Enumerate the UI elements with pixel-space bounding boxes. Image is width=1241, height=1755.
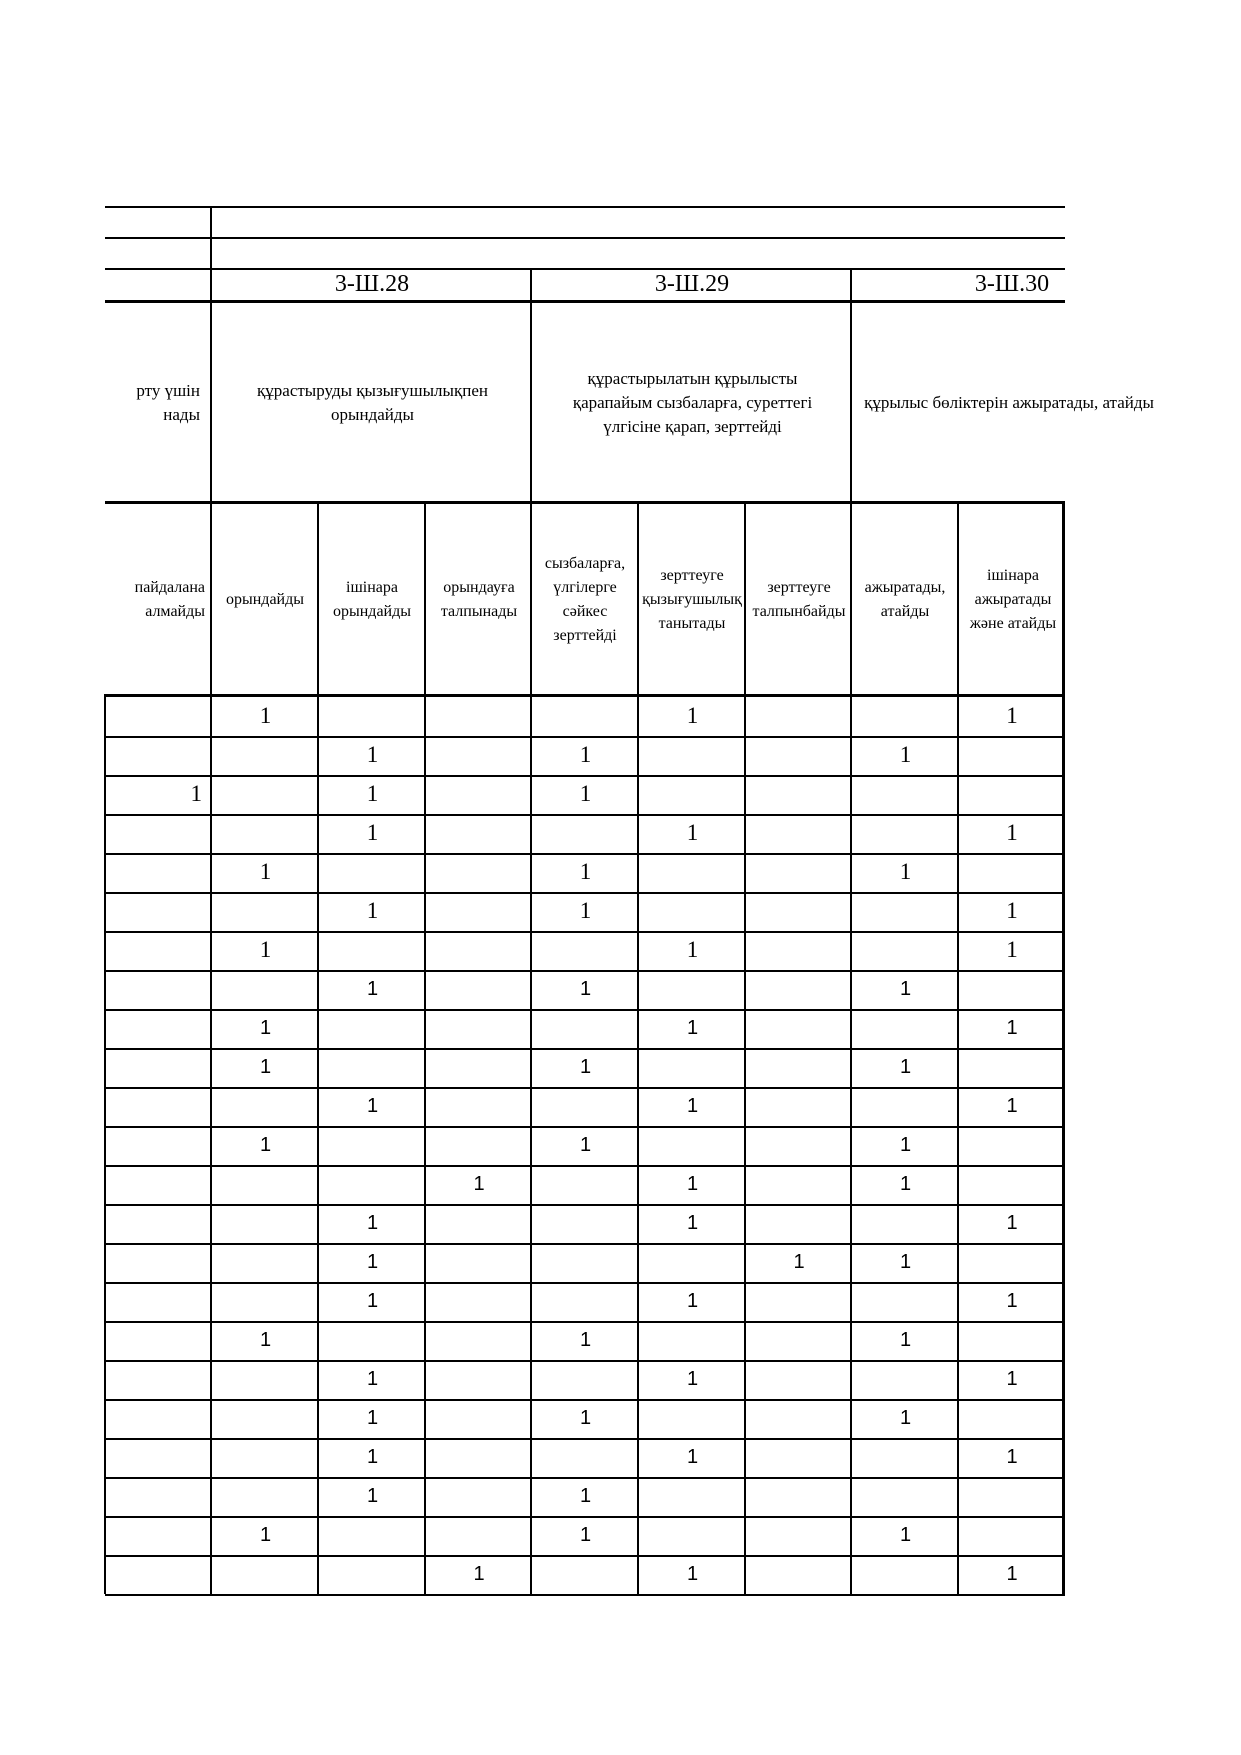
table-cell <box>746 892 852 930</box>
table-cell <box>532 1087 639 1125</box>
table-cell <box>532 1204 639 1242</box>
table-cell <box>105 931 202 969</box>
table-cell <box>959 970 1065 1008</box>
table-cell <box>959 853 1065 891</box>
table-cell <box>319 1048 426 1086</box>
table-cell: 1 <box>686 1368 699 1390</box>
table-cell <box>212 814 319 852</box>
table-cell: 1 <box>366 1485 379 1507</box>
table-cell <box>746 775 852 813</box>
table-cell: 1 <box>579 781 592 806</box>
table-cell <box>746 1087 852 1125</box>
table-cell <box>746 1516 852 1554</box>
table-cell <box>852 814 959 852</box>
table-cell <box>105 1516 202 1554</box>
subheader-5: зерттеуге талпынбайды <box>752 579 846 620</box>
table-cell <box>746 736 852 774</box>
table-cell <box>639 1321 746 1359</box>
table-cell <box>639 970 746 1008</box>
table-cell: 1 <box>1006 820 1018 845</box>
table-cell <box>639 775 746 813</box>
table-cell: 1 <box>579 1485 592 1507</box>
table-cell: 1 <box>579 742 592 767</box>
table-cell: 1 <box>899 1524 912 1546</box>
table-cell: 1 <box>366 742 379 767</box>
section-code-30: 3-Ш.30 <box>974 271 1050 297</box>
table-cell <box>959 1477 1065 1515</box>
table-cell <box>105 1204 202 1242</box>
table-cell: 1 <box>366 781 379 806</box>
left-sub-clip <box>105 505 210 695</box>
table-cell: 1 <box>579 1524 592 1546</box>
table-cell: 1 <box>686 1446 699 1468</box>
table-cell: 1 <box>366 978 379 1000</box>
table-cell <box>212 892 319 930</box>
table-cell: 1 <box>899 1329 912 1351</box>
table-cell <box>105 1126 202 1164</box>
table-cell: 1 <box>366 1290 379 1312</box>
table-cell <box>746 1048 852 1086</box>
table-cell: 1 <box>259 1134 272 1156</box>
table-cell <box>746 970 852 1008</box>
table-cell <box>105 1438 202 1476</box>
table-cell <box>426 1126 532 1164</box>
table-cell: 1 <box>899 742 912 767</box>
table-cell: 1 <box>190 781 202 806</box>
table-cell: 1 <box>366 1212 379 1234</box>
table-cell: 1 <box>686 1173 699 1195</box>
section-title-30: құрылыс бөліктерін ажыратады, атайды <box>864 392 1154 412</box>
table-cell: 1 <box>473 1173 485 1195</box>
subheader-1: ішінара орындайды <box>332 579 411 620</box>
table-cell: 1 <box>259 1017 272 1039</box>
table-cell <box>212 1555 319 1593</box>
table-cell <box>639 1516 746 1554</box>
table-cell <box>746 931 852 969</box>
table-cell <box>852 1438 959 1476</box>
table-cell <box>746 1165 852 1203</box>
table-cell: 1 <box>259 859 272 884</box>
table-cell <box>319 1165 426 1203</box>
table-cell <box>105 1048 202 1086</box>
table-cell: 1 <box>1006 703 1018 728</box>
table-cell: 1 <box>579 898 592 923</box>
table-cell: 1 <box>899 859 912 884</box>
table-cell: 1 <box>366 1368 379 1390</box>
table-cell <box>852 1477 959 1515</box>
grid-line <box>105 206 1065 208</box>
subheader-7: ішінара ажыратады және атайды <box>969 567 1057 632</box>
table-cell <box>426 1204 532 1242</box>
table-cell: 1 <box>1006 937 1018 962</box>
table-cell: 1 <box>686 937 699 962</box>
table-cell: 1 <box>686 820 699 845</box>
table-cell: 1 <box>899 1407 912 1429</box>
table-cell: 1 <box>366 1446 379 1468</box>
table-cell: 1 <box>686 1017 699 1039</box>
table-cell <box>852 1204 959 1242</box>
table-cell <box>319 853 426 891</box>
table-cell <box>746 697 852 735</box>
table-cell <box>212 736 319 774</box>
table-cell <box>319 1126 426 1164</box>
table-cell <box>746 1321 852 1359</box>
subheader-7-clip <box>960 505 1064 695</box>
table-cell: 1 <box>259 937 272 962</box>
table-cell <box>532 1360 639 1398</box>
table-cell <box>746 1126 852 1164</box>
table-cell <box>319 697 426 735</box>
table-cell <box>426 1399 532 1437</box>
table-cell <box>959 1165 1065 1203</box>
table-cell: 1 <box>579 978 592 1000</box>
table-cell <box>426 1516 532 1554</box>
table-cell <box>746 1204 852 1242</box>
table-cell: 1 <box>899 1251 912 1273</box>
table-cell: 1 <box>1006 1446 1018 1468</box>
table-cell <box>426 1360 532 1398</box>
table-cell <box>105 814 202 852</box>
table-cell <box>852 892 959 930</box>
table-cell <box>426 736 532 774</box>
table-cell <box>532 1555 639 1593</box>
table-cell <box>426 1438 532 1476</box>
table-cell: 1 <box>1006 1563 1018 1585</box>
table-cell <box>105 892 202 930</box>
table-cell <box>852 1087 959 1125</box>
table-cell <box>959 1126 1065 1164</box>
table-cell: 1 <box>259 703 272 728</box>
table-cell <box>319 1321 426 1359</box>
table-cell <box>426 1048 532 1086</box>
table-cell <box>959 1516 1065 1554</box>
table-cell <box>746 1009 852 1047</box>
table-cell: 1 <box>579 1134 592 1156</box>
table-cell <box>105 1360 202 1398</box>
table-cell <box>852 1009 959 1047</box>
section-code-28: 3-Ш.28 <box>334 271 410 297</box>
table-cell <box>426 775 532 813</box>
table-cell: 1 <box>686 1563 699 1585</box>
table-cell: 1 <box>579 1329 592 1351</box>
table-cell <box>852 1555 959 1593</box>
table-cell <box>212 1087 319 1125</box>
subheader-2: орындауға талпынады <box>440 579 518 620</box>
table-cell <box>212 1438 319 1476</box>
section-title-29: құрастырылатын құрылысты қарапайым сызбаларға, суреттегі үлгісіне қарап, зерттейді <box>572 368 813 436</box>
table-cell <box>639 1048 746 1086</box>
table-cell <box>532 931 639 969</box>
grid-line <box>105 1594 1065 1596</box>
table-cell: 1 <box>686 1290 699 1312</box>
table-cell <box>426 1321 532 1359</box>
table-cell <box>105 1009 202 1047</box>
table-cell <box>532 1243 639 1281</box>
table-cell <box>639 1126 746 1164</box>
table-cell <box>105 853 202 891</box>
subheader-0: орындайды <box>225 591 304 608</box>
table-cell <box>959 775 1065 813</box>
table-cell <box>639 1399 746 1437</box>
table-cell: 1 <box>579 1407 592 1429</box>
table-cell: 1 <box>366 898 379 923</box>
table-cell: 1 <box>1006 1212 1018 1234</box>
table-cell <box>426 931 532 969</box>
table-cell: 1 <box>1006 1017 1018 1039</box>
table-cell <box>105 1477 202 1515</box>
table-cell <box>746 1399 852 1437</box>
table-cell: 1 <box>366 820 379 845</box>
table-cell <box>105 1321 202 1359</box>
table-cell <box>105 1555 202 1593</box>
table-cell <box>746 814 852 852</box>
table-cell <box>959 1321 1065 1359</box>
table-cell <box>959 736 1065 774</box>
table-cell: 1 <box>899 1134 912 1156</box>
table-cell: 1 <box>259 1056 272 1078</box>
grid-line <box>105 300 1065 303</box>
table-cell <box>746 1555 852 1593</box>
table-cell <box>212 775 319 813</box>
table-cell <box>105 697 202 735</box>
table-cell: 1 <box>579 859 592 884</box>
table-cell: 1 <box>259 1329 272 1351</box>
table-cell <box>319 1555 426 1593</box>
table-cell <box>105 736 202 774</box>
table-cell <box>426 853 532 891</box>
section-code-29: 3-Ш.29 <box>654 271 730 297</box>
table-cell <box>426 1282 532 1320</box>
table-cell <box>212 1360 319 1398</box>
table-cell <box>426 814 532 852</box>
table-cell <box>426 970 532 1008</box>
table-cell <box>426 1009 532 1047</box>
table-cell <box>426 1087 532 1125</box>
table-cell <box>105 1282 202 1320</box>
table-cell: 1 <box>366 1095 379 1117</box>
table-cell <box>105 1165 202 1203</box>
table-cell <box>212 1204 319 1242</box>
table-cell: 1 <box>686 1095 699 1117</box>
table-cell <box>212 1477 319 1515</box>
left-title-clip <box>105 305 210 500</box>
table-cell <box>105 1087 202 1125</box>
table-cell <box>319 1009 426 1047</box>
table-cell <box>746 1438 852 1476</box>
table-cell: 1 <box>259 1524 272 1546</box>
table-cell <box>959 1399 1065 1437</box>
subheader-3: сызбаларға, үлгілерге сәйкес зерттейді <box>544 555 626 644</box>
table-cell: 1 <box>1006 1368 1018 1390</box>
table-cell: 1 <box>473 1563 485 1585</box>
table-cell <box>852 697 959 735</box>
section-title-28: құрастыруды қызығушылықпен орындайды <box>257 380 488 424</box>
table-cell <box>105 970 202 1008</box>
table-cell <box>532 1438 639 1476</box>
grid-line <box>105 501 1065 504</box>
table-cell <box>852 1360 959 1398</box>
table-cell <box>212 1282 319 1320</box>
table-cell <box>959 1048 1065 1086</box>
table-cell: 1 <box>1006 1095 1018 1117</box>
table-cell: 1 <box>793 1251 805 1273</box>
table-cell <box>639 853 746 891</box>
subheader-6: ажыратады, атайды <box>864 579 946 620</box>
table-cell <box>852 931 959 969</box>
grid-line <box>105 237 1065 239</box>
table-cell: 1 <box>686 1212 699 1234</box>
table-cell <box>426 697 532 735</box>
table-cell <box>639 736 746 774</box>
table-cell <box>426 892 532 930</box>
section-title-30-clip <box>854 305 1154 500</box>
table-cell <box>105 1243 202 1281</box>
table-cell <box>105 1399 202 1437</box>
table-cell <box>746 1282 852 1320</box>
table-cell <box>852 1282 959 1320</box>
table-cell <box>532 1282 639 1320</box>
table-cell <box>746 853 852 891</box>
table-cell: 1 <box>899 1056 912 1078</box>
table-cell <box>212 1243 319 1281</box>
table-cell: 1 <box>686 703 699 728</box>
left-column-title-fragment: рту үшін нады <box>136 380 200 424</box>
table-cell: 1 <box>899 1173 912 1195</box>
table-cell <box>746 1477 852 1515</box>
table-cell <box>639 892 746 930</box>
table-cell: 1 <box>579 1056 592 1078</box>
left-column-sub-fragment: пайдалана алмайды <box>134 579 205 620</box>
table-cell: 1 <box>899 978 912 1000</box>
table-cell <box>426 1243 532 1281</box>
table-cell: 1 <box>1006 1290 1018 1312</box>
subheader-4: зерттеуге қызығушылық танытады <box>642 567 742 632</box>
table-cell <box>532 814 639 852</box>
table-cell <box>212 970 319 1008</box>
table-cell: 1 <box>366 1407 379 1429</box>
table-cell <box>212 1399 319 1437</box>
grid-line <box>105 268 1065 270</box>
table-cell <box>426 1477 532 1515</box>
table-cell: 1 <box>366 1251 379 1273</box>
table-cell <box>639 1243 746 1281</box>
table-cell <box>319 931 426 969</box>
table-cell <box>639 1477 746 1515</box>
table-cell <box>532 1009 639 1047</box>
table-cell <box>532 1165 639 1203</box>
table-cell <box>319 1516 426 1554</box>
table-cell <box>852 775 959 813</box>
table-cell <box>746 1360 852 1398</box>
table-cell <box>212 1165 319 1203</box>
table-cell: 1 <box>1006 898 1018 923</box>
table-cell <box>959 1243 1065 1281</box>
table-cell <box>532 697 639 735</box>
